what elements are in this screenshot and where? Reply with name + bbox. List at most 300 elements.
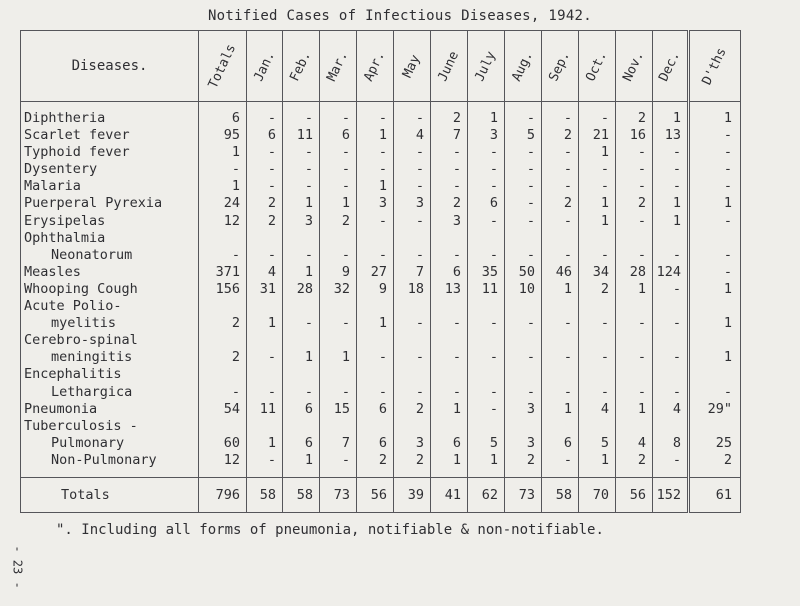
cell-value: 28 <box>282 281 319 298</box>
cell-value <box>504 366 541 383</box>
cell-value <box>541 418 578 435</box>
cell-value: 2 <box>356 452 393 469</box>
header-label: Totals <box>205 42 240 91</box>
disease-name: Measles <box>21 264 199 281</box>
cell-value: - <box>652 161 688 178</box>
cell-value: 1 <box>430 452 467 469</box>
cell-value <box>504 230 541 247</box>
cell-value: 13 <box>652 127 688 144</box>
cell-value <box>615 366 652 383</box>
cell-value: 1 <box>688 315 740 332</box>
cell-value <box>541 298 578 315</box>
spacer-cell <box>282 102 319 111</box>
cell-value <box>541 366 578 383</box>
cell-value: - <box>688 144 740 161</box>
table-row <box>21 178 741 195</box>
disease-name: Cerebro-spinal <box>21 332 199 349</box>
cell-value: 3 <box>504 401 541 418</box>
cell-value <box>504 332 541 349</box>
cell-value: 1 <box>199 144 247 161</box>
cell-value: 5 <box>504 127 541 144</box>
footnote: ". Including all forms of pneumonia, notifiable & non-notifiable. <box>56 522 604 538</box>
spacer-cell <box>688 102 740 111</box>
cell-value: - <box>246 384 282 401</box>
cell-value: 2 <box>615 110 652 127</box>
cell-value: 3 <box>504 435 541 452</box>
cell-value <box>578 418 615 435</box>
cell-value <box>430 418 467 435</box>
cell-value: 15 <box>319 401 356 418</box>
header-label: Nov. <box>620 49 648 84</box>
cell-value <box>246 418 282 435</box>
table-row <box>21 401 741 418</box>
cell-value: - <box>467 247 504 264</box>
cell-value: 4 <box>246 264 282 281</box>
cell-value <box>615 298 652 315</box>
cell-value <box>356 418 393 435</box>
cell-value: - <box>504 195 541 212</box>
cell-value <box>541 332 578 349</box>
cell-value: 25 <box>688 435 740 452</box>
cell-value: 61 <box>688 477 740 512</box>
spacer-cell <box>199 469 247 478</box>
cell-value: - <box>319 384 356 401</box>
spacer-cell <box>282 469 319 478</box>
cell-value: - <box>504 315 541 332</box>
cell-value: - <box>688 384 740 401</box>
table-row <box>21 161 741 178</box>
spacer-cell <box>21 102 199 111</box>
cell-value: 4 <box>615 435 652 452</box>
cell-value: - <box>393 349 430 366</box>
cell-value: - <box>430 315 467 332</box>
header-label: May <box>400 52 424 81</box>
cell-value <box>467 366 504 383</box>
spacer-cell <box>615 469 652 478</box>
cell-value: 2 <box>199 349 247 366</box>
cell-value: 29" <box>688 401 740 418</box>
cell-value: 6 <box>430 264 467 281</box>
cell-value: - <box>504 213 541 230</box>
cell-value <box>199 332 247 349</box>
cell-value: 54 <box>199 401 247 418</box>
cell-value: - <box>541 452 578 469</box>
spacer-cell <box>615 102 652 111</box>
cell-value: 9 <box>356 281 393 298</box>
cell-value: 5 <box>467 435 504 452</box>
header-label: Sep. <box>546 49 574 84</box>
cell-value: 32 <box>319 281 356 298</box>
cell-value: 3 <box>467 127 504 144</box>
spacer-cell <box>319 469 356 478</box>
cell-value: - <box>578 161 615 178</box>
cell-value: 8 <box>652 435 688 452</box>
cell-value <box>356 230 393 247</box>
cell-value: - <box>615 349 652 366</box>
cell-value <box>199 298 247 315</box>
cell-value: 2 <box>246 195 282 212</box>
header-label: Dec. <box>656 49 684 84</box>
spacer-cell <box>246 469 282 478</box>
cell-value: - <box>319 315 356 332</box>
cell-value <box>688 230 740 247</box>
cell-value <box>652 230 688 247</box>
cell-value: 4 <box>652 401 688 418</box>
cell-value: 1 <box>282 195 319 212</box>
cell-value <box>199 418 247 435</box>
cell-value: 1 <box>578 195 615 212</box>
cell-value <box>688 366 740 383</box>
header-label: Aug. <box>509 49 537 84</box>
cell-value: - <box>504 178 541 195</box>
cell-value: 2 <box>393 401 430 418</box>
cell-value: 39 <box>393 477 430 512</box>
cell-value: 50 <box>504 264 541 281</box>
cell-value: 1 <box>615 401 652 418</box>
spacer-cell <box>246 102 282 111</box>
cell-value: 1 <box>688 349 740 366</box>
cell-value: 28 <box>615 264 652 281</box>
cell-value: 6 <box>430 435 467 452</box>
cell-value: - <box>199 384 247 401</box>
cell-value <box>430 332 467 349</box>
cell-value <box>652 418 688 435</box>
cell-value <box>393 230 430 247</box>
cell-value: 24 <box>199 195 247 212</box>
cell-value: - <box>652 247 688 264</box>
spacer-cell <box>541 469 578 478</box>
cell-value: - <box>688 161 740 178</box>
disease-name: Pulmonary <box>21 435 199 452</box>
cell-value: 6 <box>541 435 578 452</box>
cell-value <box>356 332 393 349</box>
table-row <box>21 332 741 349</box>
cell-value: - <box>504 161 541 178</box>
table-row <box>21 144 741 161</box>
cell-value: 46 <box>541 264 578 281</box>
header-label: D'ths <box>699 45 731 88</box>
cell-value <box>246 298 282 315</box>
header-col-3 <box>319 31 356 102</box>
cell-value: - <box>430 144 467 161</box>
table-row <box>21 110 741 127</box>
cell-value: - <box>467 144 504 161</box>
cell-value: - <box>246 144 282 161</box>
cell-value <box>393 418 430 435</box>
cell-value: - <box>393 110 430 127</box>
cell-value: 21 <box>578 127 615 144</box>
table-row <box>21 195 741 212</box>
cell-value: 13 <box>430 281 467 298</box>
cell-value: 35 <box>467 264 504 281</box>
cell-value: 6 <box>356 401 393 418</box>
cell-value: - <box>356 213 393 230</box>
cell-value <box>246 230 282 247</box>
totals-row <box>21 477 741 512</box>
cell-value: 62 <box>467 477 504 512</box>
disease-name: Diphtheria <box>21 110 199 127</box>
cell-value: - <box>467 213 504 230</box>
cell-value <box>652 332 688 349</box>
cell-value <box>393 298 430 315</box>
cell-value: 11 <box>467 281 504 298</box>
table-body <box>21 102 741 513</box>
cell-value: 1 <box>282 264 319 281</box>
cell-value: - <box>319 178 356 195</box>
cell-value: - <box>282 315 319 332</box>
cell-value: 1 <box>652 195 688 212</box>
cell-value: - <box>541 213 578 230</box>
cell-value: - <box>356 384 393 401</box>
infectious-diseases-table <box>20 30 741 513</box>
spacer-cell <box>199 102 247 111</box>
cell-value: 73 <box>504 477 541 512</box>
cell-value: - <box>578 315 615 332</box>
cell-value <box>578 332 615 349</box>
cell-value: 58 <box>541 477 578 512</box>
cell-value: - <box>688 178 740 195</box>
table-row <box>21 230 741 247</box>
cell-value: - <box>615 315 652 332</box>
cell-value <box>319 332 356 349</box>
header-diseases: Diseases. <box>21 31 199 102</box>
cell-value: - <box>393 144 430 161</box>
header-label: Jan. <box>251 49 278 84</box>
header-col-9 <box>541 31 578 102</box>
disease-name: Encephalitis <box>21 366 199 383</box>
cell-value: - <box>393 315 430 332</box>
cell-value: 2 <box>688 452 740 469</box>
cell-value: 6 <box>282 435 319 452</box>
cell-value: 11 <box>282 127 319 144</box>
cell-value: 2 <box>541 195 578 212</box>
cell-value: - <box>282 144 319 161</box>
cell-value: 152 <box>652 477 688 512</box>
cell-value: - <box>578 178 615 195</box>
spacer-cell <box>504 469 541 478</box>
cell-value <box>282 298 319 315</box>
cell-value: - <box>688 247 740 264</box>
cell-value: 2 <box>541 127 578 144</box>
cell-value: - <box>467 349 504 366</box>
spacer-cell <box>430 469 467 478</box>
cell-value: - <box>578 247 615 264</box>
cell-value <box>199 230 247 247</box>
table-row <box>21 127 741 144</box>
spacer-cell <box>430 102 467 111</box>
cell-value: - <box>652 349 688 366</box>
cell-value <box>282 332 319 349</box>
disease-name: meningitis <box>21 349 199 366</box>
cell-value <box>615 418 652 435</box>
cell-value: 1 <box>282 452 319 469</box>
disease-name: Typhoid fever <box>21 144 199 161</box>
header-col-5 <box>393 31 430 102</box>
cell-value: - <box>246 452 282 469</box>
cell-value: 7 <box>393 264 430 281</box>
table-row <box>21 366 741 383</box>
cell-value: 4 <box>578 401 615 418</box>
disease-name: Neonatorum <box>21 247 199 264</box>
table-row <box>21 452 741 469</box>
disease-name: Ophthalmia <box>21 230 199 247</box>
cell-value: 124 <box>652 264 688 281</box>
cell-value: - <box>393 213 430 230</box>
header-col-0 <box>199 31 247 102</box>
cell-value: - <box>430 384 467 401</box>
cell-value: - <box>393 384 430 401</box>
cell-value <box>282 366 319 383</box>
cell-value: 1 <box>541 281 578 298</box>
header-col-4 <box>356 31 393 102</box>
disease-name: Puerperal Pyrexia <box>21 195 199 212</box>
cell-value: 16 <box>615 127 652 144</box>
cell-value: 6 <box>199 110 247 127</box>
cell-value: 1 <box>356 315 393 332</box>
cell-value: - <box>541 144 578 161</box>
cell-value: - <box>615 144 652 161</box>
cell-value <box>282 230 319 247</box>
cell-value: - <box>467 161 504 178</box>
cell-value: 1 <box>467 110 504 127</box>
cell-value: 796 <box>199 477 247 512</box>
cell-value <box>652 366 688 383</box>
header-label: July <box>472 49 500 84</box>
cell-value: 95 <box>199 127 247 144</box>
cell-value: - <box>467 401 504 418</box>
spacer-cell <box>652 102 688 111</box>
disease-name: Totals <box>21 477 199 512</box>
disease-name: Whooping Cough <box>21 281 199 298</box>
cell-value: - <box>356 144 393 161</box>
cell-value: - <box>282 110 319 127</box>
header-label: June <box>435 49 463 84</box>
cell-value: 1 <box>688 195 740 212</box>
cell-value: - <box>467 315 504 332</box>
cell-value <box>393 366 430 383</box>
cell-value: - <box>541 247 578 264</box>
cell-value <box>688 298 740 315</box>
cell-value: 371 <box>199 264 247 281</box>
header-col-1 <box>246 31 282 102</box>
spacer-cell <box>393 469 430 478</box>
cell-value: 10 <box>504 281 541 298</box>
cell-value: - <box>541 384 578 401</box>
cell-value: - <box>467 384 504 401</box>
cell-value: 6 <box>356 435 393 452</box>
cell-value: 7 <box>319 435 356 452</box>
cell-value: 2 <box>504 452 541 469</box>
header-row <box>21 31 741 102</box>
cell-value: - <box>282 384 319 401</box>
cell-value: - <box>688 127 740 144</box>
cell-value: 2 <box>578 281 615 298</box>
cell-value <box>246 366 282 383</box>
cell-value: - <box>615 178 652 195</box>
cell-value: 34 <box>578 264 615 281</box>
cell-value: 5 <box>578 435 615 452</box>
spacer-cell <box>356 469 393 478</box>
header-col-11 <box>615 31 652 102</box>
cell-value: - <box>319 144 356 161</box>
cell-value: 3 <box>356 195 393 212</box>
cell-value: 9 <box>319 264 356 281</box>
table-row <box>21 418 741 435</box>
cell-value: - <box>541 315 578 332</box>
cell-value: - <box>356 161 393 178</box>
cell-value: - <box>652 384 688 401</box>
table-row <box>21 349 741 366</box>
cell-value: - <box>504 144 541 161</box>
cell-value <box>199 366 247 383</box>
cell-value: - <box>652 144 688 161</box>
disease-name: Non-Pulmonary <box>21 452 199 469</box>
header-label: Feb. <box>287 49 315 84</box>
disease-name: Scarlet fever <box>21 127 199 144</box>
cell-value <box>393 332 430 349</box>
cell-value: - <box>504 247 541 264</box>
cell-value: 6 <box>467 195 504 212</box>
disease-name: Dysentery <box>21 161 199 178</box>
cell-value: 12 <box>199 452 247 469</box>
spacer-cell <box>467 469 504 478</box>
disease-name: Malaria <box>21 178 199 195</box>
cell-value: - <box>688 264 740 281</box>
spacer-cell <box>467 102 504 111</box>
cell-value: - <box>541 349 578 366</box>
cell-value: - <box>652 315 688 332</box>
cell-value: - <box>246 178 282 195</box>
cell-value <box>319 366 356 383</box>
cell-value: 60 <box>199 435 247 452</box>
cell-value: 1 <box>541 401 578 418</box>
cell-value: 3 <box>430 213 467 230</box>
disease-name: myelitis <box>21 315 199 332</box>
cell-value: - <box>652 281 688 298</box>
cell-value: 1 <box>578 144 615 161</box>
cell-value: 56 <box>356 477 393 512</box>
cell-value: - <box>504 384 541 401</box>
cell-value: - <box>430 349 467 366</box>
cell-value: - <box>541 178 578 195</box>
cell-value: 1 <box>319 349 356 366</box>
cell-value: 58 <box>282 477 319 512</box>
cell-value: 18 <box>393 281 430 298</box>
header-col-2 <box>282 31 319 102</box>
cell-value: 6 <box>282 401 319 418</box>
cell-value <box>578 230 615 247</box>
cell-value: 1 <box>356 127 393 144</box>
cell-value: 1 <box>282 349 319 366</box>
cell-value: 1 <box>356 178 393 195</box>
cell-value <box>504 298 541 315</box>
cell-value: - <box>246 161 282 178</box>
cell-value: - <box>688 213 740 230</box>
cell-value: - <box>319 161 356 178</box>
cell-value: - <box>615 161 652 178</box>
cell-value: - <box>615 213 652 230</box>
cell-value <box>688 332 740 349</box>
cell-value: - <box>578 110 615 127</box>
cell-value: 31 <box>246 281 282 298</box>
cell-value <box>246 332 282 349</box>
cell-value: 27 <box>356 264 393 281</box>
cell-value: 3 <box>282 213 319 230</box>
cell-value: 1 <box>688 110 740 127</box>
cell-value <box>578 366 615 383</box>
cell-value: 2 <box>393 452 430 469</box>
cell-value: - <box>430 247 467 264</box>
